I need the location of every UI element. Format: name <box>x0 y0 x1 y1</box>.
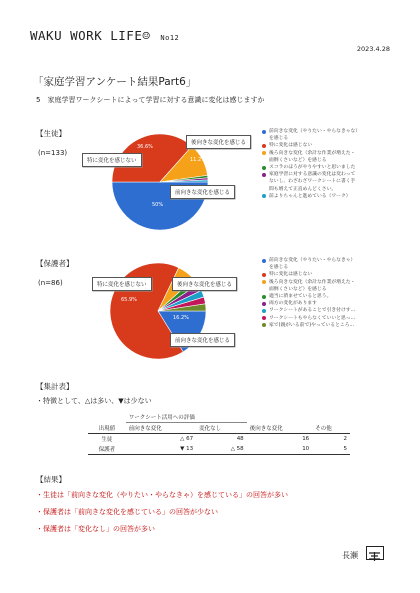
col-header-label: 出現値 <box>98 425 116 432</box>
parents-legend-label: ワークシートがあることで引き付けす... <box>269 308 356 314</box>
cell-other: 2 <box>343 436 347 442</box>
cell-none: 48 <box>236 436 244 442</box>
parents-legend-label: 家で(親がいる前で)やっているところ... <box>269 322 355 328</box>
students-pct-none: 36.6% <box>137 144 153 150</box>
summary-table-wrap <box>88 412 350 455</box>
parents-pct-none: 65.9% <box>121 297 137 303</box>
parents-legend-item <box>262 279 392 293</box>
page-title: 「家庭学習アンケート結果Part6」 <box>33 76 197 88</box>
summary-table <box>88 412 350 455</box>
question-subtitle: 5 家庭学習ワークシートによって学習に対する意識に変化は感じますか <box>36 96 265 104</box>
legend-swatch-icon <box>262 130 266 134</box>
row-label: 保護者 <box>98 447 116 453</box>
parents-callout-negative: 後向きな変化を感じる <box>172 277 237 291</box>
hanko-stamp-icon <box>366 546 384 560</box>
students-legend-label: 前よりちゃんと進めている（ワーク） <box>269 193 351 199</box>
parents-legend-label: 両方の変化があります <box>269 301 317 307</box>
students-legend-label: スコラのほうがやりやすいと思いました <box>269 165 356 171</box>
results-heading: 【結果】 <box>36 475 66 484</box>
students-legend-item <box>262 171 392 193</box>
parents-legend-item <box>262 307 392 314</box>
legend-swatch-icon <box>262 144 266 148</box>
students-legend-item <box>262 164 392 171</box>
legend-swatch-icon <box>262 194 266 198</box>
students-legend-label: 特に変化は感じない <box>269 143 313 149</box>
cell-positive: △ 67 <box>180 436 194 442</box>
parents-legend-item <box>262 293 392 300</box>
students-legend-item <box>262 142 392 149</box>
parents-legend-label: 前向きな変化（やりたい・やらなきゃ） を感じる <box>269 258 356 271</box>
legend-swatch-icon <box>262 273 266 277</box>
legend-swatch-icon <box>262 295 266 299</box>
students-callout-negative: 後向きな変化を感じる <box>186 135 251 149</box>
cell-positive: ▼ 13 <box>180 446 194 452</box>
parents-legend-item <box>262 300 392 307</box>
legend-swatch-icon <box>262 173 266 177</box>
parents-legend-item <box>262 315 392 322</box>
parents-legend-label: 後ろ向きな変化（余計な作業が増えた・ 面倒くさいなど）を感じる <box>269 279 356 292</box>
students-legend-label: 前向きな変化（やりたい・やらなきゃな） を感じる <box>269 129 361 142</box>
parents-legend-item <box>262 271 392 278</box>
legend-swatch-icon <box>262 151 266 155</box>
parents-legend-label: 適当に済ませていると思う。 <box>269 294 332 300</box>
col-header-positive: 前向きな変化 <box>128 426 162 432</box>
parents-sample-size: (n=86) <box>38 279 63 287</box>
legend-swatch-icon <box>262 280 266 284</box>
result-item-1: ・生徒は「前向きな変化（やりたい・やらなきゃ）を感じている」の回答が多い <box>36 491 288 499</box>
students-sample-size: (n=133) <box>38 149 68 157</box>
table-row <box>88 434 350 445</box>
summary-note: ・特徴として、△は多い、▼は少ない <box>36 397 152 405</box>
parents-callout-none: 特に変化を感じない <box>92 277 152 291</box>
newsletter-title <box>30 28 179 43</box>
legend-swatch-icon <box>262 259 266 263</box>
signature-name: 長瀬 <box>342 551 358 560</box>
parents-pct-positive: 16.2% <box>173 315 189 321</box>
parents-legend-item <box>262 257 392 271</box>
newsletter-name: WAKU WORK LIFE☺ <box>30 28 151 43</box>
summary-heading: 【集計表】 <box>36 382 74 391</box>
students-callout-none: 特に変化を感じない <box>82 153 142 167</box>
table-row <box>88 444 350 455</box>
students-legend-label: 家庭学習に対する意識の変化は変わって ないし、わざわざワークシートに書く手 間も増えて正直めんどくさい。 <box>269 172 356 192</box>
parents-legend-item <box>262 322 392 329</box>
issue-date: 2023.4.28 <box>356 45 390 53</box>
cell-other: 5 <box>343 446 347 452</box>
cell-negative: 16 <box>302 436 310 442</box>
row-label: 生徒 <box>101 437 113 443</box>
legend-swatch-icon <box>262 302 266 306</box>
students-legend-item <box>262 150 392 164</box>
parents-heading: 【保護者】 <box>36 259 74 268</box>
col-header-negative: 後向きな変化 <box>249 425 283 432</box>
col-header-none: 変化なし <box>199 426 222 432</box>
students-legend-label: 後ろ向きな変化（余計な作業が増えた・ 面倒くさいなど）を感じる <box>269 150 356 163</box>
parents-legend-label: ワークシートもやらなくていいと思っ... <box>269 315 356 321</box>
students-legend <box>262 128 392 200</box>
col-header-other: その他 <box>315 425 332 432</box>
summary-group-header: ワークシート活用への評価 <box>126 412 247 423</box>
students-pct-positive: 50% <box>152 202 164 208</box>
students-pct-negative: 11.2% <box>190 157 206 163</box>
parents-legend <box>262 257 392 329</box>
parents-legend-label: 特に変化は感じない <box>269 272 313 278</box>
result-item-2: ・保護者は「前向きな変化を感じている」の回答が少ない <box>36 508 218 516</box>
students-callout-positive: 前向きな変化を感じる <box>170 185 235 199</box>
parents-callout-positive: 前向きな変化を感じる <box>170 333 235 347</box>
result-item-3: ・保護者は「変化なし」の回答が多い <box>36 525 155 533</box>
cell-negative: 10 <box>302 446 310 452</box>
students-heading: 【生徒】 <box>36 129 66 138</box>
cell-none: △ 58 <box>230 446 244 452</box>
issue-number: No12 <box>160 34 180 42</box>
students-legend-item <box>262 128 392 142</box>
legend-swatch-icon <box>262 309 266 313</box>
legend-swatch-icon <box>262 316 266 320</box>
students-legend-item <box>262 193 392 200</box>
legend-swatch-icon <box>262 323 266 327</box>
legend-swatch-icon <box>262 166 266 170</box>
